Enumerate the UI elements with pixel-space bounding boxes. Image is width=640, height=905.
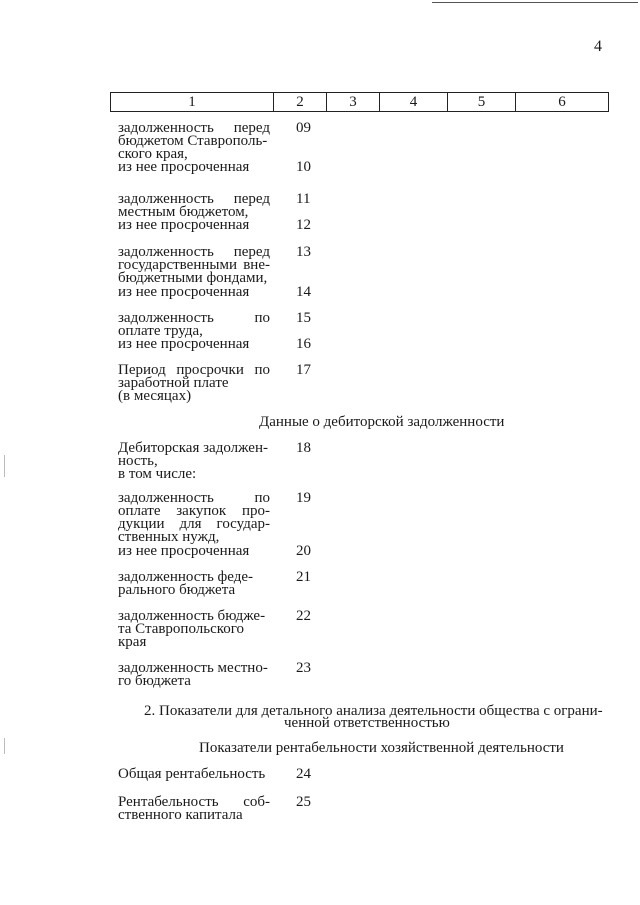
row-code: 22	[296, 608, 311, 624]
scan-edge-mark	[4, 738, 5, 754]
row-code: 09	[296, 120, 311, 136]
row-code: 14	[296, 284, 311, 300]
row-label: Общая рентабельность	[118, 766, 266, 782]
row-label: задолженность местно- го бюджета	[118, 660, 268, 689]
row-label: задолженность перед бюджетом Ставрополь- ского края,	[118, 120, 270, 162]
section2-title: 2. Показатели для детального анализа деятельности общества с ограни-	[144, 703, 603, 719]
row-label: задолженность по оплате закупок про- дукции для государ- ственных нужд,	[118, 490, 270, 545]
row-label: задолженность перед государственными вне- бюджетными фондами,	[118, 244, 270, 286]
row-label: задолженность бюдже- та Ставропольского края	[118, 608, 266, 650]
row-label: Период просрочки по заработной плате (в месяцах)	[118, 362, 270, 404]
row-code: 12	[296, 217, 311, 233]
scan-edge-mark	[4, 455, 5, 477]
row-code: 18	[296, 440, 311, 456]
row-label: задолженность перед местным бюджетом,	[118, 191, 270, 220]
column-header: 2	[274, 93, 327, 112]
row-code: 23	[296, 660, 311, 676]
column-header: 3	[327, 93, 380, 112]
row-label: из нее просроченная	[118, 217, 250, 233]
row-code: 15	[296, 310, 311, 326]
row-label: задолженность по оплате труда,	[118, 310, 270, 339]
row-code: 17	[296, 362, 311, 378]
row-label: задолженность феде- рального бюджета	[118, 569, 254, 598]
row-label: Рентабельность соб- ственного капитала	[118, 794, 270, 823]
page-number: 4	[594, 38, 602, 55]
column-header: 5	[448, 93, 516, 112]
row-code: 16	[296, 336, 311, 352]
row-label: из нее просроченная	[118, 159, 250, 175]
column-header: 1	[111, 93, 274, 112]
row-label: Дебиторская задолжен- ность, в том числе:	[118, 440, 268, 482]
receivables-section-title: Данные о дебиторской задолженности	[259, 414, 505, 430]
row-code: 25	[296, 794, 311, 810]
top-rule	[432, 2, 638, 3]
row-code: 21	[296, 569, 311, 585]
column-header-table	[110, 92, 609, 112]
row-code: 19	[296, 490, 311, 506]
row-code: 10	[296, 159, 311, 175]
row-code: 11	[296, 191, 311, 207]
row-code: 24	[296, 766, 311, 782]
column-header: 4	[380, 93, 448, 112]
row-label: из нее просроченная	[118, 284, 250, 300]
row-label: из нее просроченная	[118, 336, 250, 352]
column-header: 6	[516, 93, 609, 112]
row-code: 20	[296, 543, 311, 559]
row-code: 13	[296, 244, 311, 260]
section2-title-continued: ченной ответственностью	[284, 715, 450, 731]
row-label: из нее просроченная	[118, 543, 250, 559]
profitability-section-title: Показатели рентабельности хозяйственной деятельности	[199, 740, 564, 756]
